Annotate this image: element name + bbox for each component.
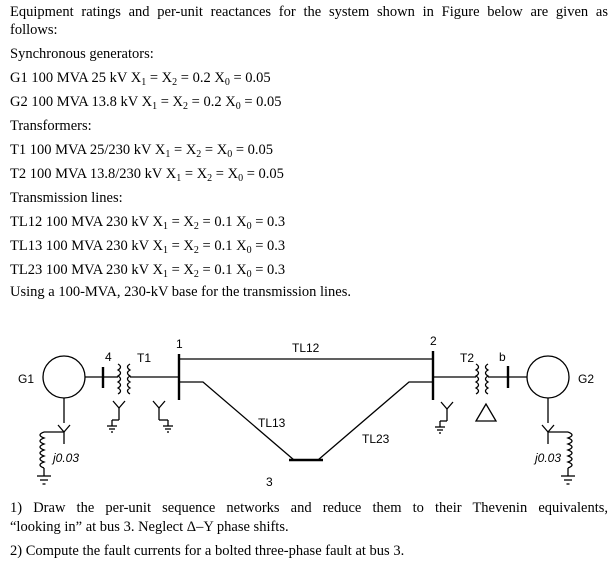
generator-rating: 100 MVA 25 kV xyxy=(31,70,128,86)
generator-row: G1 100 MVA 25 kV $X_1 = X_2 = 0.2$ $X_0 = 0.05$ xyxy=(10,70,271,88)
reactance-x1: $X_1$ xyxy=(152,262,168,280)
t1-secondary-winding xyxy=(128,364,131,394)
reactance-x2: $X_2$ xyxy=(183,238,199,256)
question-1: 1) Draw the per-unit sequence networks and reduce them to their Thevenin equivalents, xyxy=(10,500,608,516)
one-line-diagram xyxy=(0,320,616,492)
reactance-x0: $X_0$ xyxy=(225,94,241,112)
bus-4-label: 4 xyxy=(105,350,112,364)
positive-reactance-value: = 0.1 xyxy=(202,214,233,230)
t2-label: T2 xyxy=(460,351,475,365)
generator-row: G2 100 MVA 13.8 kV $X_1 = X_2 = 0.2$ $X_0 = 0.05$ xyxy=(10,94,282,112)
reactance-x0: $X_0$ xyxy=(227,166,244,184)
reactance-x1: $X_1$ xyxy=(141,94,158,112)
reactance-x2: $X_2$ xyxy=(185,142,202,160)
reactance-x0: $X_0$ xyxy=(236,214,252,232)
tl12-label: TL12 xyxy=(292,341,320,355)
g2-ground-reactance-label: j0.03 xyxy=(535,451,562,465)
line-row: TL23 100 MVA 230 kV $X_1 = X_2 = 0.1$ $X_0 = 0.3$ xyxy=(10,262,286,280)
positive-reactance-value: = 0.2 xyxy=(180,70,211,86)
ground-icon xyxy=(37,476,51,484)
zero-reactance-value: = 0.3 xyxy=(255,262,286,278)
transformer-row: T2 100 MVA 13.8/230 kV $X_1 = X_2 = X_0 = 0.05$ xyxy=(10,166,284,184)
intro-text: Equipment ratings and per-unit reactances for the system shown in Figure below are given as xyxy=(10,4,608,20)
generator-name: G2 xyxy=(10,94,28,110)
reactance-x1: $X_1$ xyxy=(165,166,182,184)
lines-heading: Transmission lines: xyxy=(10,190,123,206)
line-name: TL13 xyxy=(10,238,43,254)
transformer-rating: 100 MVA 25/230 kV xyxy=(29,142,152,158)
t1-wye-symbol xyxy=(153,401,173,432)
generator-rating: 100 MVA 13.8 kV xyxy=(31,94,138,110)
positive-reactance-value: = 0.1 xyxy=(202,238,233,254)
zero-reactance-value: = 0.05 xyxy=(233,70,271,86)
bus-1-label: 1 xyxy=(176,337,183,351)
reactance-x2: $X_2$ xyxy=(183,262,199,280)
reactance-x2: $X_2$ xyxy=(161,70,178,88)
generator-g2 xyxy=(508,356,594,484)
zero-reactance-value: = 0.05 xyxy=(244,94,282,110)
reactance-x2: $X_2$ xyxy=(183,214,199,232)
zero-reactance-value: = 0.3 xyxy=(255,238,286,254)
reactance-value: = 0.05 xyxy=(246,166,284,182)
g1-wye-symbol xyxy=(58,425,70,444)
reactance-x0: $X_0$ xyxy=(236,238,252,256)
tl13-label: TL13 xyxy=(258,416,286,430)
line-rating: 100 MVA 230 kV xyxy=(45,214,149,230)
line-tl23 xyxy=(318,382,433,460)
line-row: TL13 100 MVA 230 kV $X_1 = X_2 = 0.1$ $X_0 = 0.3$ xyxy=(10,238,286,256)
g2-wye-symbol xyxy=(542,425,554,444)
line-rating: 100 MVA 230 kV xyxy=(45,238,149,254)
transformer-t1 xyxy=(103,351,179,432)
bus-2-label: 2 xyxy=(430,334,437,348)
reactance-x1: $X_1$ xyxy=(130,70,147,88)
t1-primary-winding xyxy=(118,364,121,394)
t1-wye-symbol xyxy=(107,401,125,432)
positive-reactance-value: = 0.2 xyxy=(191,94,222,110)
question-2: 2) Compute the fault currents for a bolted three-phase fault at bus 3. xyxy=(10,543,405,559)
reactance-x1: $X_1$ xyxy=(152,238,168,256)
g1-label: G1 xyxy=(18,372,35,386)
transformer-t2 xyxy=(433,351,508,433)
tl23-label: TL23 xyxy=(362,432,390,446)
generator-g1 xyxy=(18,356,103,484)
g1-ground-reactance-label: j0.03 xyxy=(53,451,80,465)
generator-name: G1 xyxy=(10,70,28,86)
transformer-row: T1 100 MVA 25/230 kV $X_1 = X_2 = X_0 = 0.05$ xyxy=(10,142,274,160)
g2-label: G2 xyxy=(578,372,595,386)
t2-primary-winding xyxy=(476,364,479,394)
reactance-x2: $X_2$ xyxy=(172,94,189,112)
transformer-name: T2 xyxy=(10,166,27,182)
t2-wye-symbol xyxy=(435,402,453,433)
transformer-rating: 100 MVA 13.8/230 kV xyxy=(29,166,163,182)
line-row: TL12 100 MVA 230 kV $X_1 = X_2 = 0.1$ $X_0 = 0.3$ xyxy=(10,214,286,232)
ground-icon xyxy=(561,476,575,484)
generators-heading: Synchronous generators: xyxy=(10,46,154,62)
base-statement: Using a 100-MVA, 230-kV base for the transmission lines. xyxy=(10,284,351,300)
t2-secondary-winding xyxy=(486,364,489,394)
g2-grounding-reactor xyxy=(568,432,572,468)
line-name: TL12 xyxy=(10,214,43,230)
reactance-x0: $X_0$ xyxy=(216,142,233,160)
reactance-value: = 0.05 xyxy=(235,142,274,158)
reactance-x1: $X_1$ xyxy=(152,214,168,232)
positive-reactance-value: = 0.1 xyxy=(202,262,233,278)
bus-3-label: 3 xyxy=(266,475,273,489)
reactance-x2: $X_2$ xyxy=(196,166,213,184)
t2-delta-icon xyxy=(476,404,496,421)
reactance-x0: $X_0$ xyxy=(214,70,230,88)
reactance-x0: $X_0$ xyxy=(236,262,252,280)
line-rating: 100 MVA 230 kV xyxy=(45,262,149,278)
bus-b-label: b xyxy=(499,350,506,364)
transformers-heading: Transformers: xyxy=(10,118,92,134)
question-1-continued: “looking in” at bus 3. Neglect Δ–Y phase shifts. xyxy=(10,519,289,535)
t1-label: T1 xyxy=(137,351,152,365)
line-name: TL23 xyxy=(10,262,43,278)
g1-grounding-reactor xyxy=(40,432,44,468)
transformer-name: T1 xyxy=(10,142,27,158)
intro-text-continued: follows: xyxy=(10,22,58,38)
reactance-x1: $X_1$ xyxy=(154,142,171,160)
zero-reactance-value: = 0.3 xyxy=(255,214,286,230)
